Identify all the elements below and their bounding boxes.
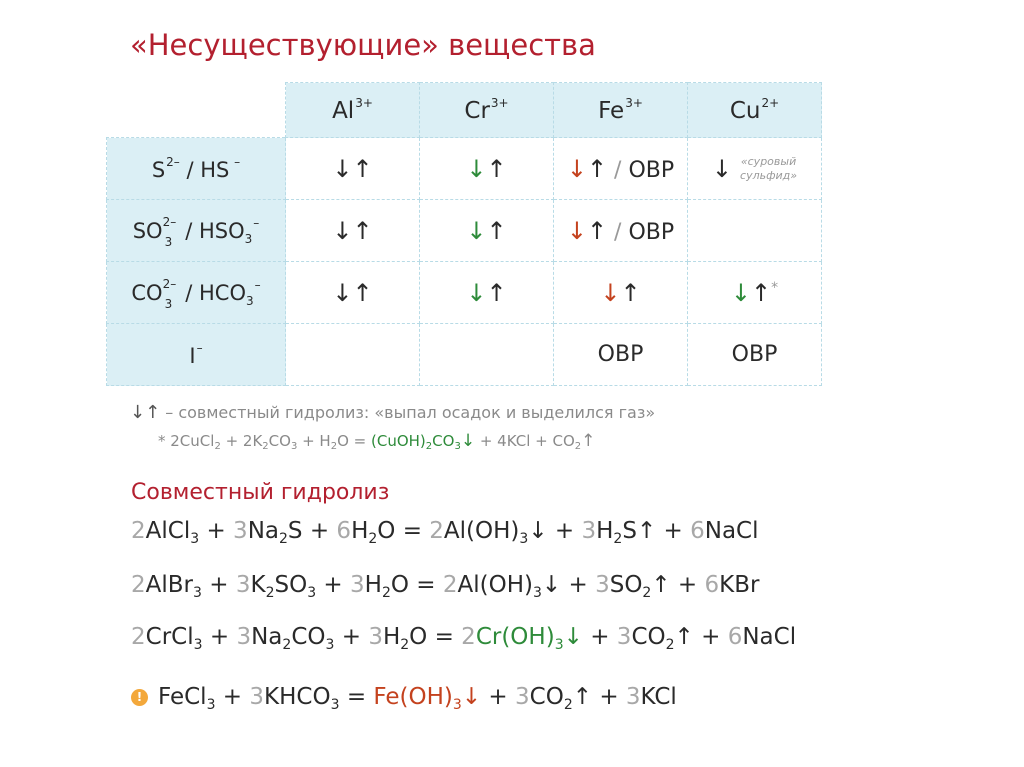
cell-fe-carbonate: ↓↑ [554, 262, 688, 324]
header-al: $Al^{3+}$ [286, 83, 420, 138]
section-subtitle: Совместный гидролиз [131, 480, 390, 505]
suroviy-sulfid-note: «суровый сульфид» [740, 154, 798, 182]
cell-al-carbonate: ↓↑ [286, 262, 420, 324]
table-corner [107, 83, 286, 138]
reaction-table [106, 82, 822, 386]
header-cr: $Cr^{3+}$ [420, 83, 554, 138]
row-label-sulfite: SO 2– 3 / $HSO_3^-$ [107, 200, 286, 262]
row-label-iodide: I– [107, 324, 286, 386]
equation-4: ! FeCl$_3$ + $3KHCO_3$ = $Fe(OH)_3↓$ + $3CO_2↑ + 3KCl$ [131, 684, 677, 713]
cell-fe-sulfite: ↓↑ / ОВР [554, 200, 688, 262]
row-label-carbonate: CO 2– 3 / $HCO_3^-$ [107, 262, 286, 324]
cell-fe-sulfide: ↓↑ / ОВР [554, 138, 688, 200]
cell-cr-carbonate: ↓↑ [420, 262, 554, 324]
cell-cu-iodide: ОВР [688, 324, 822, 386]
cell-fe-iodide: ОВР [554, 324, 688, 386]
cell-cu-sulfide: ↓ «суровый сульфид» [688, 138, 822, 200]
equation-1: 2AlCl$_3$ + $3Na_2S + 6H_2O$ = $2Al(OH)_3↓$ + $3H_2S↑$ + 6NaCl [131, 518, 759, 547]
cell-cu-carbonate: ↓↑* [688, 262, 822, 324]
footnote: * 2CuCl$_2$ + $2K_2CO_3 + H_2O$ = $(CuOH)_2CO_3↓ + 4KCl$ + $CO_2↑$ [158, 431, 596, 452]
equation-3: 2CrCl$_3$ + $3Na_2CO_3 + 3H_2O$ = $2Cr(OH)_3↓$ + $3CO_2↑$ + 6NaCl [131, 624, 797, 653]
cell-cr-iodide [420, 324, 554, 386]
cell-al-sulfite: ↓↑ [286, 200, 420, 262]
header-cu: $Cu^{2+}$ [688, 83, 822, 138]
cell-cr-sulfite: ↓↑ [420, 200, 554, 262]
header-fe: $Fe^{3+}$ [554, 83, 688, 138]
page-title: «Несуществующие» вещества [130, 28, 596, 62]
cell-al-sulfide: ↓↑ [286, 138, 420, 200]
row-label-sulfide: $S^{2-}$ / HS – [107, 138, 286, 200]
cell-cr-sulfide: ↓↑ [420, 138, 554, 200]
cell-al-iodide [286, 324, 420, 386]
equation-2: 2AlBr$_3$ + $3K_2SO_3 + 3H_2O$ = $2Al(OH)_3↓$ + $3SO_2↑ + 6KBr$ [131, 572, 760, 601]
cell-cu-sulfite [688, 200, 822, 262]
exclamation-circle-icon: ! [131, 689, 148, 706]
legend: ↓↑ – совместный гидролиз: «выпал осадок и выделился газ» [130, 402, 656, 423]
